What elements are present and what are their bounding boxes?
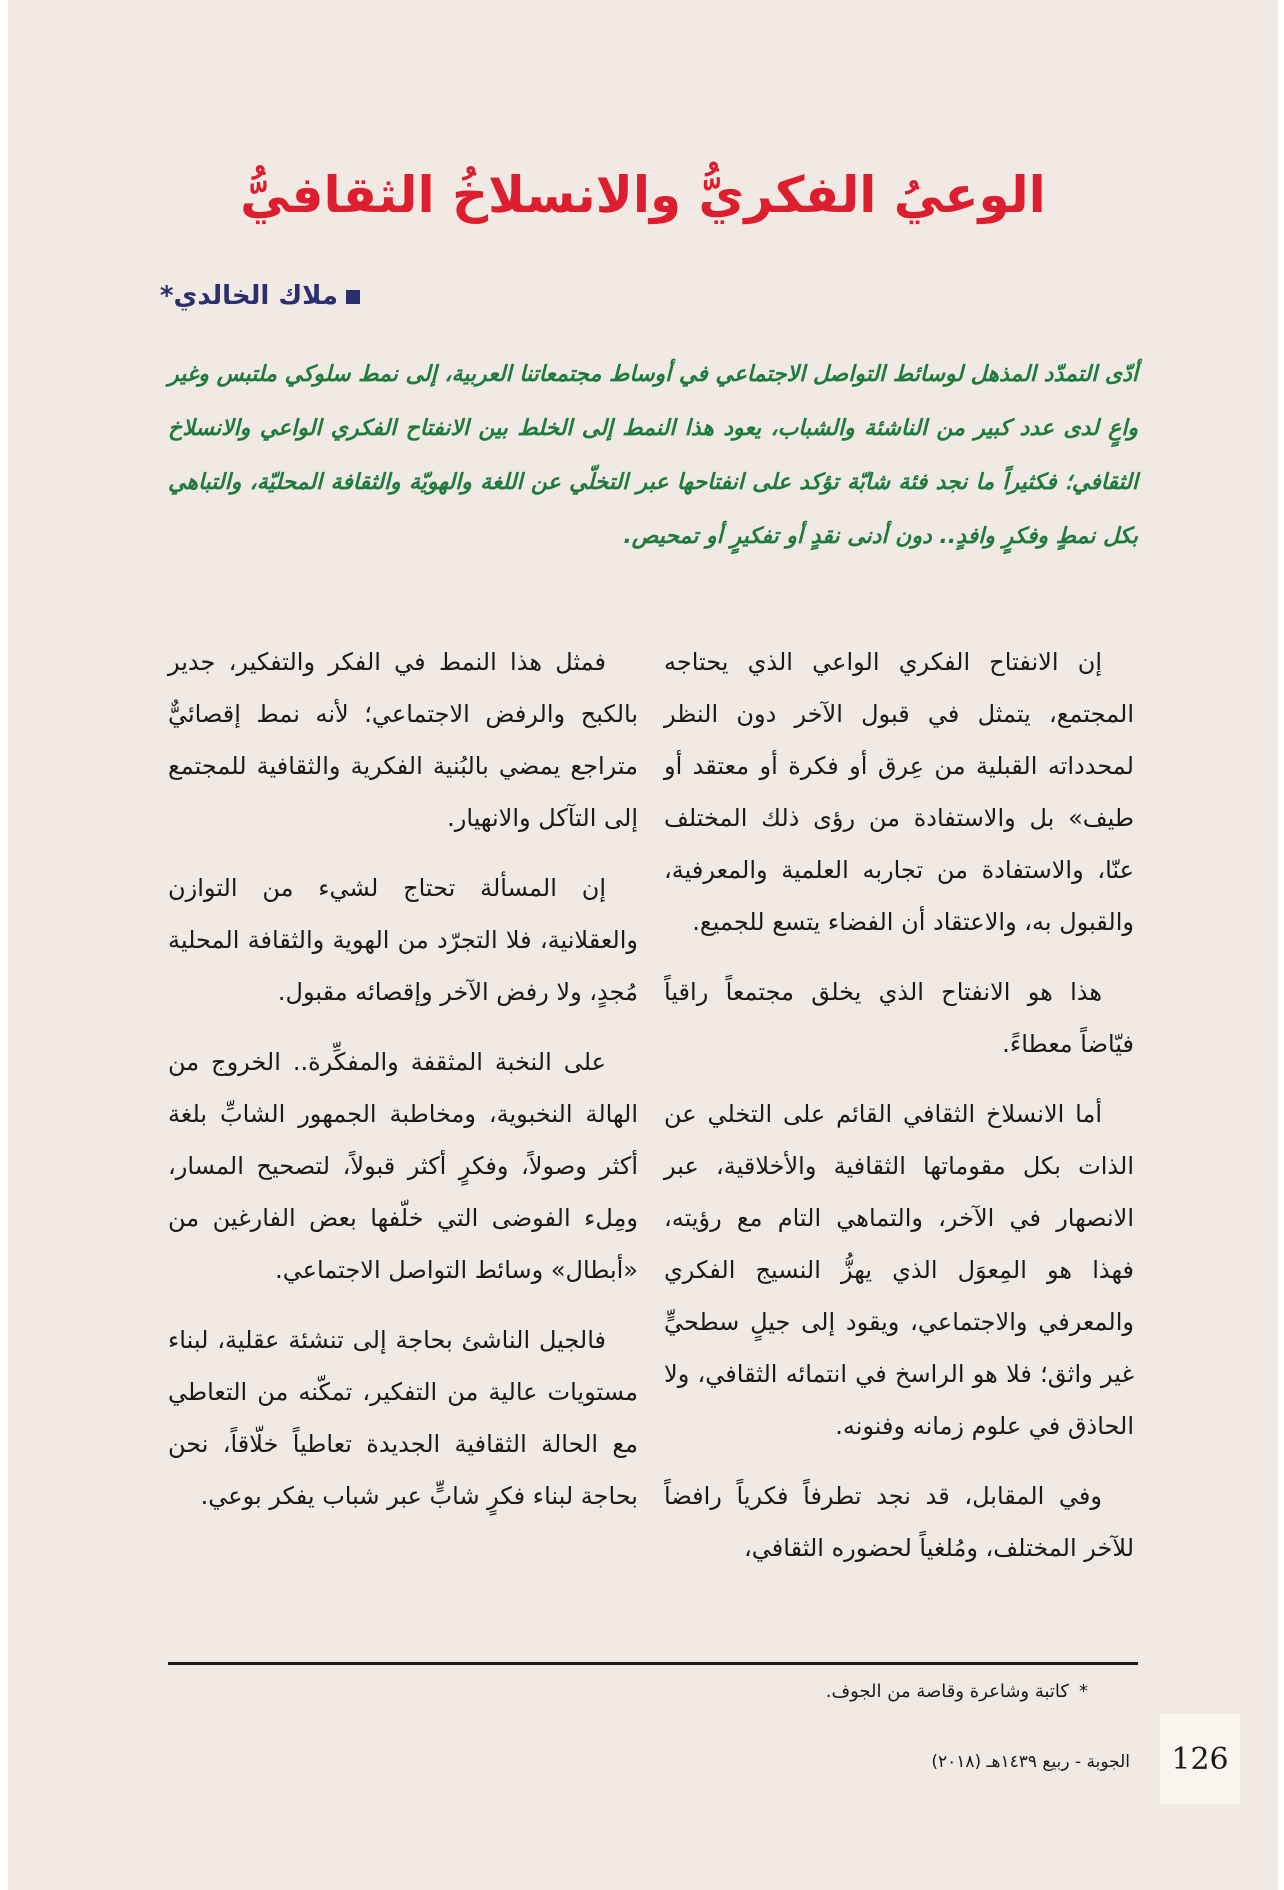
- paragraph: فمثل هذا النمط في الفكر والتفكير، جدير بالكبح والرفض الاجتماعي؛ لأنه نمط إقصائيٌّ متراجع يمضي بالبُنية الفكرية والثقافية للمجتمع إلى التآكل والانهيار.: [168, 648, 638, 832]
- footnote-divider: [168, 1662, 1138, 1665]
- page-number: 126: [1160, 1714, 1240, 1804]
- footnote: [388, 1672, 1088, 1712]
- author-byline: [60, 272, 360, 320]
- paragraph: فالجيل الناشئ بحاجة إلى تنشئة عقلية، لبناء مستويات عالية من التفكير، تمكّنه من التعاطي مع الحالة الثقافية الجديدة تعاطياً خلّاقاً، نحن بحاجة لبناء فكرٍ شابٍّ عبر شباب يفكر بوعي.: [168, 1326, 638, 1510]
- author-name: ملاك الخالدي*: [159, 281, 338, 311]
- footnote-text: كاتبة وشاعرة وقاصة من الجوف.: [825, 1681, 1069, 1702]
- paragraph: إن الانفتاح الفكري الواعي الذي يحتاجه المجتمع، يتمثل في قبول الآخر دون النظر لمحدداته القبلية من عِرق أو فكرة أو معتقد أو طيف» بل والاستفادة من رؤى ذلك المختلف عنّا، والاستفادة من تجاربه العلمية والمعرفية، والقبول به، والاعتقاد أن الفضاء يتسع للجميع.: [664, 648, 1134, 936]
- journal-issue: الجوبة - ربيع ١٤٣٩هـ (٢٠١٨): [931, 1752, 1130, 1772]
- square-bullet-icon: [346, 290, 360, 304]
- column-left: [168, 636, 638, 1540]
- column-right: [664, 636, 1134, 1592]
- paragraph: إن المسألة تحتاج لشيء من التوازن والعقلانية، فلا التجرّد من الهوية والثقافة المحلية مُجدٍ، ولا رفض الآخر وإقصائه مقبول.: [168, 874, 638, 1006]
- page: [8, 0, 1278, 1890]
- footnote-marker: *: [1079, 1681, 1088, 1702]
- article-intro: أدّى التمدّد المذهل لوسائط التواصل الاجتماعي في أوساط مجتمعاتنا العربية، إلى نمط سلوكي ملتبس وغير واعٍ لدى عدد كبير من الناشئة والشباب، يعود هذا النمط إلى الخلط بين الانفتاح الفكري الواعي والانسلاخ الثقافي؛ فكثيراً ما نجد فئة شابّة تؤكد على انفتاحها عبر التخلّي عن اللغة والهويّة والثقافة المحليّة، والتباهي بكل نمطٍ وفكرٍ وافدٍ.. دون أدنى نقدٍ أو تفكيرٍ أو تمحيص.: [168, 362, 1138, 549]
- paragraph: هذا هو الانفتاح الذي يخلق مجتمعاً راقياً فيّاضاً معطاءً.: [664, 978, 1134, 1058]
- article-title: الوعيُ الفكريُّ والانسلاخُ الثقافيُّ: [240, 166, 1046, 224]
- paragraph: أما الانسلاخ الثقافي القائم على التخلي عن الذات بكل مقوماتها الثقافية والأخلاقية، عبر الانصهار في الآخر، والتماهي التام مع رؤيته، فهذا هو المِعوَل الذي يهزُّ النسيج الفكري والمعرفي والاجتماعي، ويقود إلى جيلٍ سطحيٍّ غير واثق؛ فلا هو الراسخ في انتمائه الثقافي، ولا الحاذق في علوم زمانه وفنونه.: [664, 1100, 1134, 1440]
- paragraph: على النخبة المثقفة والمفكِّرة.. الخروج من الهالة النخبوية، ومخاطبة الجمهور الشابِّ بلغة أكثر وصولاً، وفكرٍ أكثر قبولاً، لتصحيح المسار، ومِلء الفوضى التي خلّفها بعض الفارغين من «أبطال» وسائط التواصل الاجتماعي.: [168, 1048, 638, 1284]
- paragraph: وفي المقابل، قد نجد تطرفاً فكرياً رافضاً للآخر المختلف، ومُلغياً لحضوره الثقافي،: [664, 1482, 1134, 1562]
